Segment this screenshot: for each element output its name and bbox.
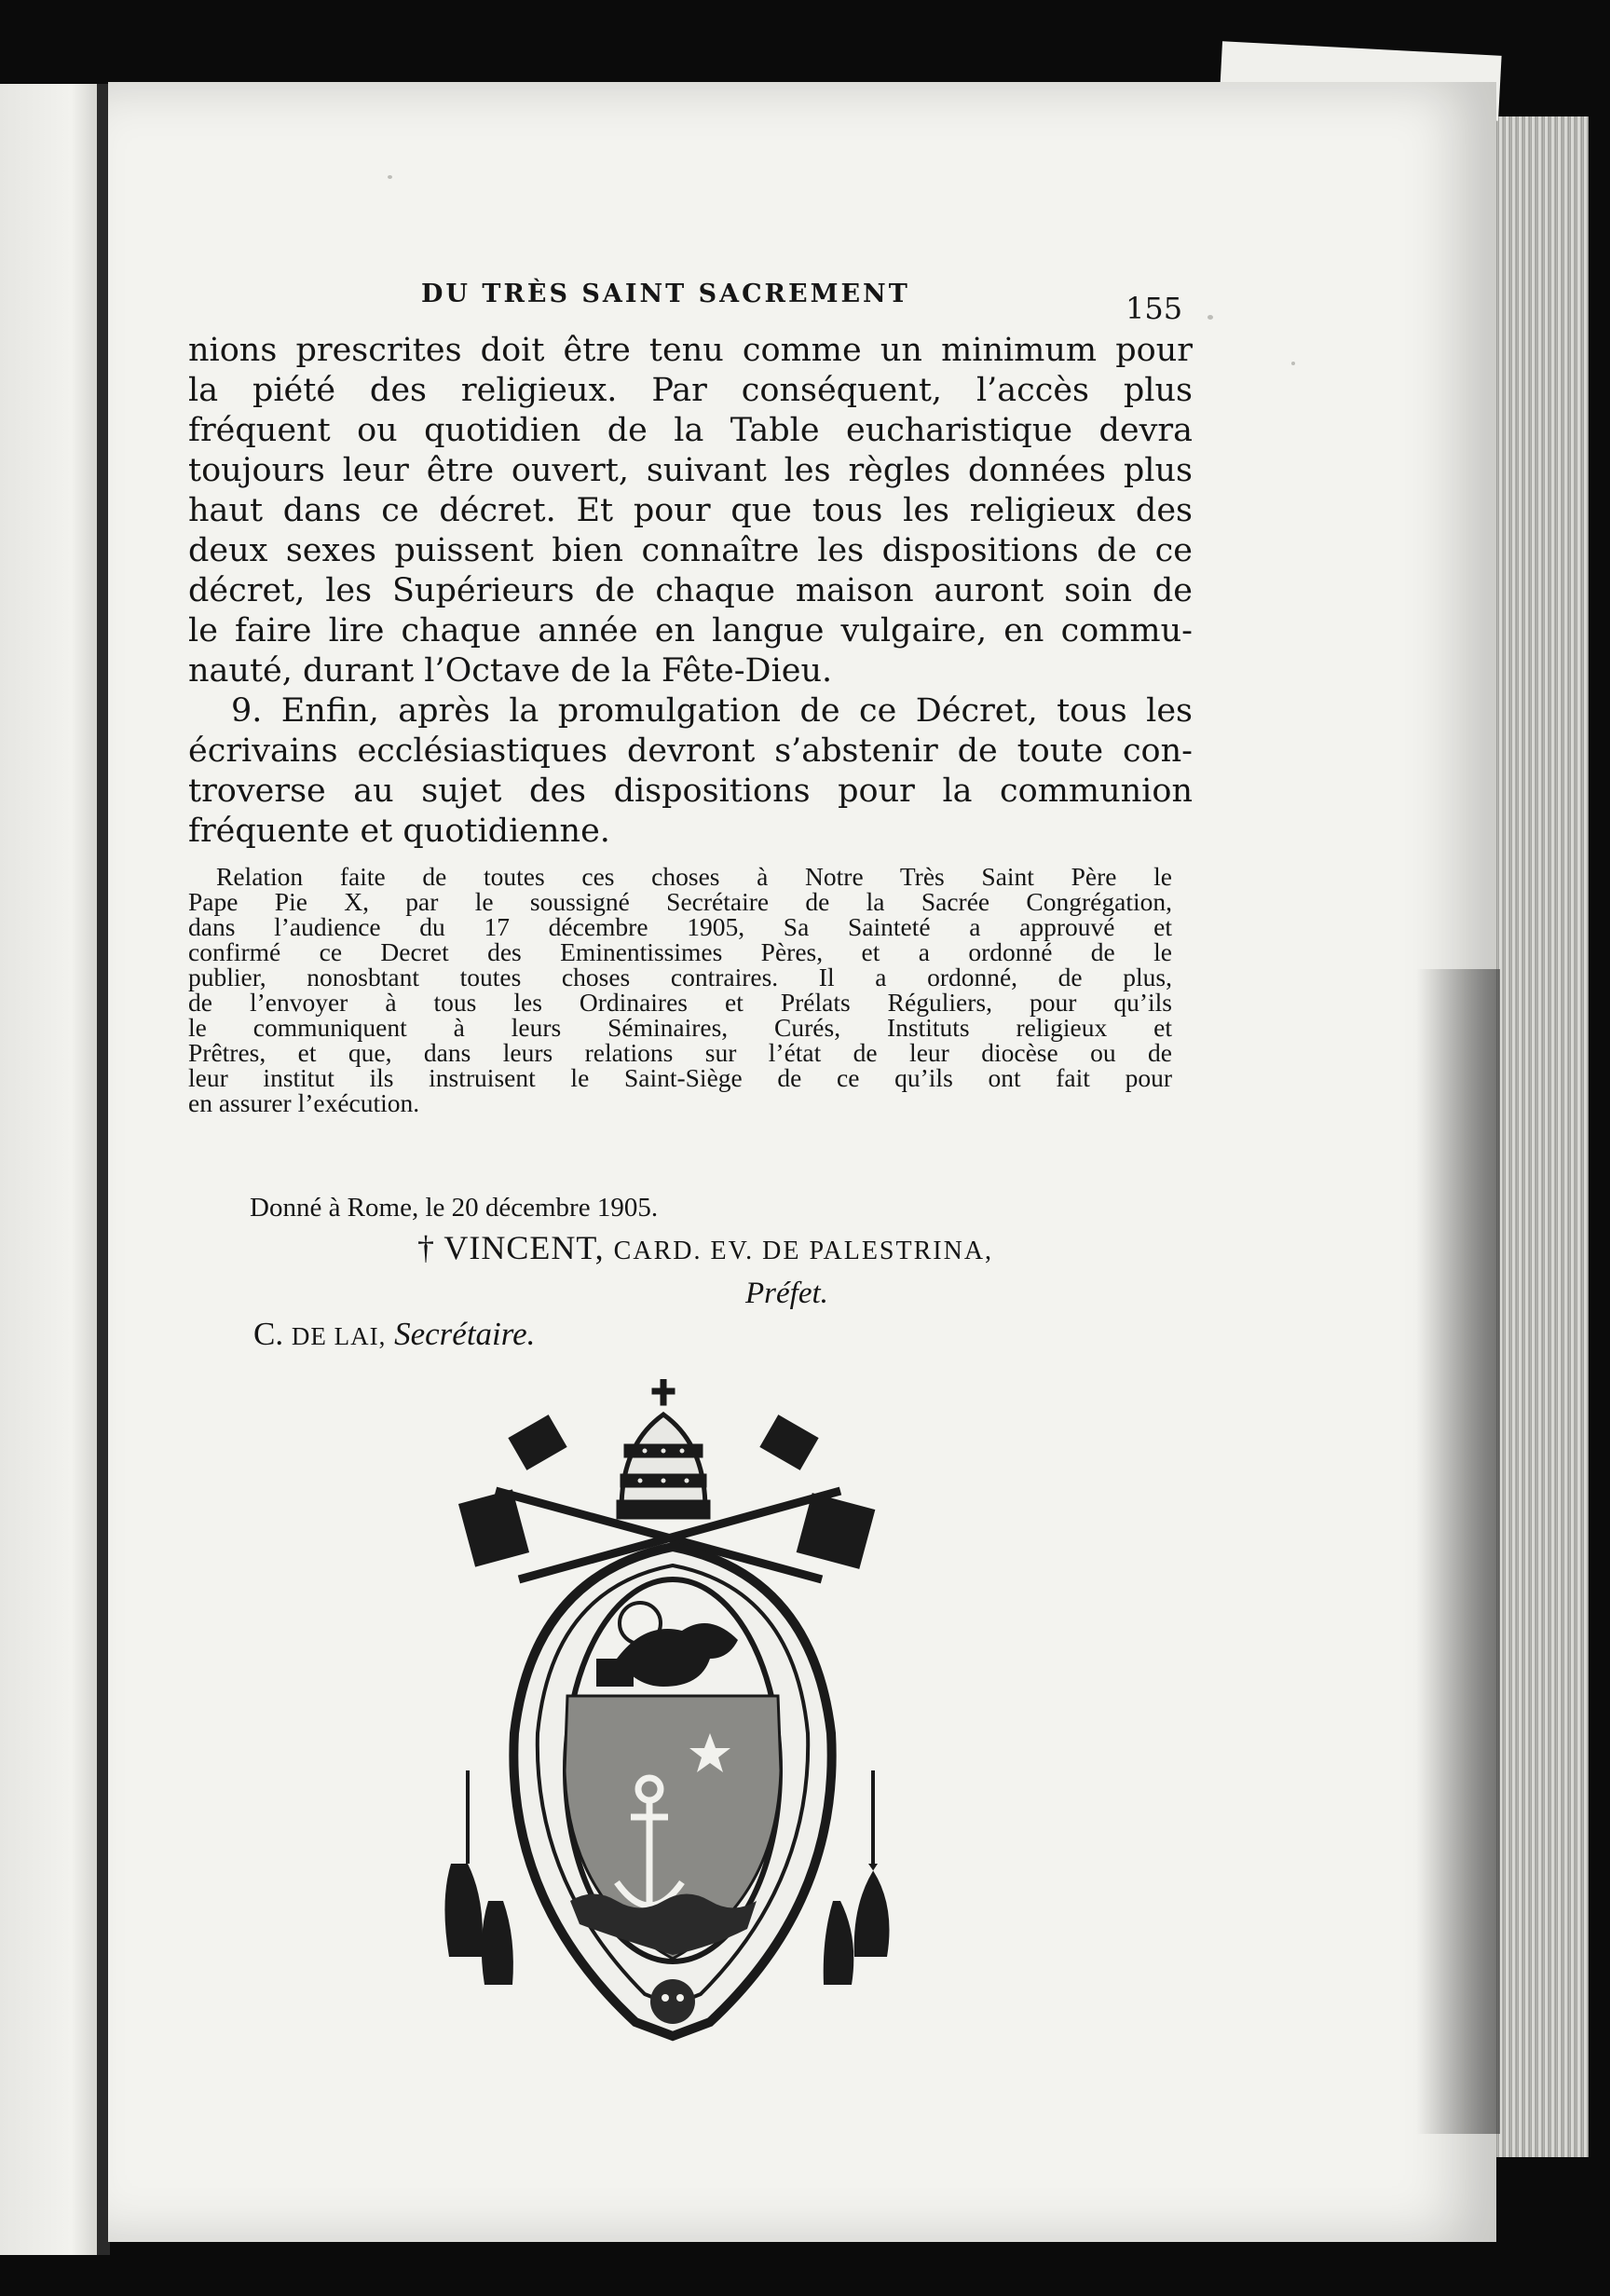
secretary-role: Secrétaire. bbox=[394, 1316, 536, 1352]
date-line: Donné à Rome, le 20 décembre 1905. bbox=[250, 1193, 659, 1223]
page-block-edges bbox=[1486, 116, 1589, 2157]
text-line: haut dans ce décret. Et pour que tous les religieux des bbox=[188, 492, 1193, 529]
page-number: 155 bbox=[1126, 291, 1183, 326]
text-line: nions prescrites doit être tenu comme un minimum pour bbox=[188, 332, 1193, 369]
facing-page-edge bbox=[0, 84, 102, 2255]
papal-coat-of-arms-icon bbox=[430, 1379, 915, 2050]
text-line: fréquent ou quotidien de la Table eucharistique devra bbox=[188, 412, 1193, 449]
text-line: en assurer l’exécution. bbox=[188, 1088, 420, 1117]
text-line: 9. Enfin, après la promulgation de ce Décret, tous les bbox=[231, 692, 1193, 730]
page-shadow bbox=[1416, 969, 1500, 2134]
text-line: écrivains ecclésiastiques devront s’abstenir de toute con- bbox=[188, 732, 1193, 770]
text-line: la piété des religieux. Par conséquent, l’accès plus bbox=[188, 372, 1193, 409]
cardinal-title: CARD. EV. DE PALESTRINA, bbox=[613, 1237, 994, 1265]
relation-paragraph bbox=[188, 864, 1172, 1115]
text-line: nauté, durant l’Octave de la Fête-Dieu. bbox=[188, 652, 833, 690]
secretary-name: DE LAI, bbox=[291, 1322, 387, 1350]
text-line: troverse au sujet des dispositions pour la communion bbox=[188, 772, 1193, 810]
cardinal-signature bbox=[417, 1228, 993, 1267]
main-text bbox=[188, 331, 1193, 852]
running-head: DU TRÈS SAINT SACREMENT bbox=[421, 280, 910, 308]
text-line: Relation faite de toutes ces choses à Notre Très Saint Père le bbox=[216, 862, 1172, 891]
text-line: décret, les Supérieurs de chaque maison auront soin de bbox=[188, 572, 1193, 609]
shield-icon bbox=[565, 1579, 781, 1961]
secretary-signature bbox=[253, 1316, 535, 1353]
cardinal-name: VINCENT, bbox=[443, 1229, 605, 1266]
prefect-role: Préfet. bbox=[745, 1277, 828, 1310]
text-line: Prêtres, et que, dans leurs relations sur l’état de leur diocèse ou de bbox=[188, 1038, 1172, 1067]
text-line: leur institut ils instruisent le Saint-Siège de ce qu’ils ont fait pour bbox=[188, 1063, 1172, 1092]
text-line: de l’envoyer à tous les Ordinaires et Prélats Réguliers, pour qu’ils bbox=[188, 988, 1172, 1017]
text-line: le faire lire chaque année en langue vulgaire, en commu- bbox=[188, 612, 1193, 649]
text-line: dans l’audience du 17 décembre 1905, Sa Sainteté a approuvé et bbox=[188, 912, 1172, 941]
text-line: deux sexes puissent bien connaître les dispositions de ce bbox=[188, 532, 1193, 569]
text-line: Pape Pie X, par le soussigné Secrétaire de la Sacrée Congrégation, bbox=[188, 887, 1172, 916]
text-line: le communiquent à leurs Séminaires, Curés, Instituts religieux et bbox=[188, 1013, 1172, 1042]
text-line: confirmé ce Decret des Eminentissimes Pères, et a ordonné de le bbox=[188, 937, 1172, 966]
secretary-initial: C. bbox=[253, 1316, 284, 1352]
cross-symbol: † bbox=[417, 1229, 435, 1266]
text-line: fréquente et quotidienne. bbox=[188, 813, 610, 850]
text-line: toujours leur être ouvert, suivant les règles données plus bbox=[188, 452, 1193, 489]
text-line: publier, nonosbtant toutes choses contraires. Il a ordonné, de plus, bbox=[188, 963, 1172, 991]
cherub-icon bbox=[650, 1979, 695, 2024]
tiara-icon bbox=[617, 1379, 710, 1519]
